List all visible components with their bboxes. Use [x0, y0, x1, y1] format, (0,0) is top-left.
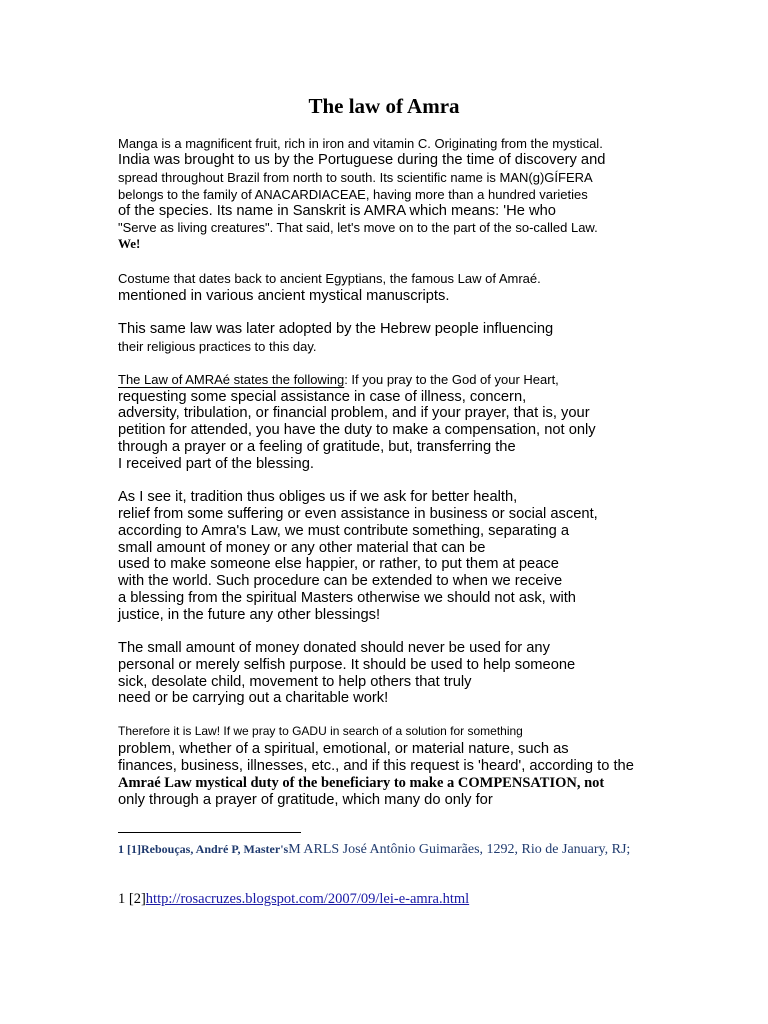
page-title: The law of Amra [308, 94, 460, 118]
text-line [118, 372, 559, 387]
text-line: through a prayer or a feeling of gratitude, but, transferring the [118, 439, 516, 455]
text-line: a blessing from the spiritual Masters otherwise we should not ask, with [118, 590, 576, 606]
text-line-bold: Amraé Law mystical duty of the beneficiary to make a COMPENSATION, not [118, 775, 605, 791]
text-line: Therefore it is Law! If we pray to GADU in search of a solution for something [118, 724, 523, 738]
law-heading-underlined: The Law of AMRAé states the following [118, 372, 345, 387]
text-line: adversity, tribulation, or financial problem, and if your prayer, that is, your [118, 405, 590, 421]
text-line: We! [118, 236, 141, 251]
footnote-2-link[interactable]: http://rosacruzes.blogspot.com/2007/09/lei-e-amra.html [145, 891, 470, 907]
text-line: need or be carrying out a charitable work! [118, 690, 389, 706]
text-line: according to Amra's Law, we must contribute something, separating a [118, 523, 570, 539]
text-line: This same law was later adopted by the Hebrew people influencing [118, 321, 554, 337]
text-line: only through a prayer of gratitude, which many do only for [118, 792, 493, 808]
text-line: sick, desolate child, movement to help others that truly [118, 674, 472, 690]
text-line: finances, business, illnesses, etc., and if this request is 'heard', according to the [118, 758, 634, 774]
text-line: justice, in the future any other blessings! [118, 607, 381, 623]
text-line: with the world. Such procedure can be extended to when we receive [118, 573, 563, 589]
text-line: I received part of the blessing. [118, 456, 314, 472]
text-line: As I see it, tradition thus obliges us if we ask for better health, [118, 489, 518, 505]
text-run: : If you pray to the God of your Heart, [344, 372, 559, 387]
text-line: their religious practices to this day. [118, 339, 317, 354]
text-line: spread throughout Brazil from north to south. Its scientific name is MAN(g)GÍFERA [118, 170, 593, 185]
text-line: requesting some special assistance in case of illness, concern, [118, 389, 527, 405]
text-line: The small amount of money donated should never be used for any [118, 640, 550, 656]
text-line: belongs to the family of ANACARDIACEAE, having more than a hundred varieties [118, 187, 588, 202]
text-line: Manga is a magnificent fruit, rich in iron and vitamin C. Originating from the mystical. [118, 136, 603, 151]
footnote-separator [118, 832, 301, 833]
text-line: India was brought to us by the Portuguese during the time of discovery and [118, 152, 606, 168]
text-line: personal or merely selfish purpose. It should be used to help someone [118, 657, 576, 673]
text-line: petition for attended, you have the duty to make a compensation, not only [118, 422, 596, 438]
footnote-1-text: M ARLS José Antônio Guimarães, 1292, Rio de January, RJ; [288, 842, 631, 857]
text-line: "Serve as living creatures". That said, let's move on to the part of the so-called Law. [118, 220, 598, 235]
footnote-1 [118, 840, 638, 859]
footnote-2-prefix: 1 [2] [118, 891, 146, 907]
text-line: small amount of money or any other material that can be [118, 540, 486, 556]
footnote-2 [118, 891, 469, 908]
text-line: used to make someone else happier, or rather, to put them at peace [118, 556, 559, 572]
footnote-1-author: 1 [1]Rebouças, André P, Master's [118, 842, 289, 856]
text-line: Costume that dates back to ancient Egyptians, the famous Law of Amraé. [118, 271, 541, 286]
text-line: mentioned in various ancient mystical manuscripts. [118, 288, 450, 304]
text-line: of the species. Its name in Sanskrit is AMRA which means: 'He who [118, 203, 556, 219]
text-line: problem, whether of a spiritual, emotional, or material nature, such as [118, 741, 569, 757]
text-line: relief from some suffering or even assistance in business or social ascent, [118, 506, 598, 522]
